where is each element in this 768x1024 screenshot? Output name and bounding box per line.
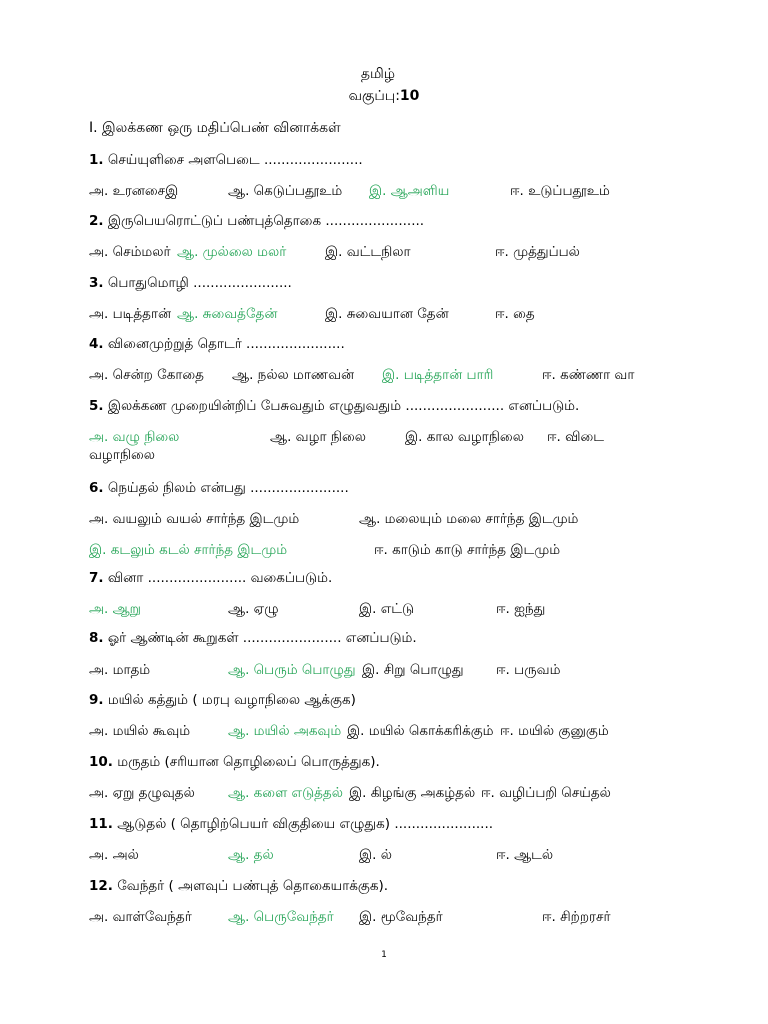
- question-8: [89, 630, 417, 648]
- grade-number: 10: [399, 88, 420, 104]
- question-number: 9.: [89, 692, 104, 708]
- option-9-1: அ. மயில் கூவும்: [89, 723, 191, 739]
- option-9-3: இ. மயில் கொக்கரிக்கும்: [347, 723, 494, 739]
- question-4: [89, 336, 345, 354]
- subject-title: தமிழ்: [360, 66, 396, 82]
- question-7: [89, 570, 332, 588]
- question-5: [89, 398, 579, 416]
- option-5-5: வழாநிலை: [89, 447, 155, 463]
- option-1-1: அ. உரனசைஇ: [89, 183, 179, 199]
- question-text: வினைமுற்றுத் தொடர் .......................: [103, 336, 345, 352]
- option-11-1: அ. அல்: [89, 847, 139, 863]
- question-10: [89, 754, 380, 772]
- question-6: [89, 480, 349, 498]
- option-1-3: இ. ஆஅளிய: [369, 183, 450, 199]
- option-6-1: அ. வயலும் வயல் சார்ந்த இடமும்: [89, 511, 300, 527]
- option-11-2: ஆ. தல்: [228, 847, 274, 863]
- question-text: இருபெயரொட்டுப் பண்புத்தொகை .......................: [103, 213, 425, 229]
- grade-label: வகுப்பு:: [348, 88, 400, 104]
- option-7-3: இ. எட்டு: [359, 601, 415, 617]
- option-4-4: ஈ. கண்ணா வா: [542, 367, 635, 383]
- question-2: [89, 213, 424, 231]
- option-10-1: அ. ஏறு தழுவுதல்: [89, 785, 195, 801]
- option-7-4: ஈ. ஐந்து: [496, 601, 546, 617]
- option-8-4: ஈ. பருவம்: [496, 662, 561, 678]
- option-6-3: இ. கடலும் கடல் சார்ந்த இடமும்: [89, 542, 288, 558]
- question-text: வினா ....................... வகைப்படும்.: [103, 570, 333, 586]
- option-2-4: ஈ. முத்துப்பல்: [495, 244, 580, 260]
- option-12-1: அ. வாள்வேந்தர்: [89, 909, 192, 925]
- option-8-2: ஆ. பெரும் பொழுது: [228, 662, 356, 678]
- question-text: நெய்தல் நிலம் என்பது .......................: [103, 480, 349, 496]
- option-12-2: ஆ. பெருவேந்தர்: [228, 909, 334, 925]
- question-text: மருதம் (சரியான தொழிலைப் பொருத்துக).: [112, 754, 380, 770]
- question-9: [89, 692, 356, 710]
- question-text: ஆடுதல் ( தொழிற்பெயர் விகுதியை எழுதுக) .......................: [112, 816, 494, 832]
- question-12: [89, 878, 388, 896]
- question-number: 2.: [89, 213, 104, 229]
- option-11-4: ஈ. ஆடல்: [496, 847, 554, 863]
- option-3-4: ஈ. தை: [495, 306, 535, 322]
- question-11: [89, 816, 493, 834]
- option-6-4: ஈ. காடும் காடு சார்ந்த இடமும்: [374, 542, 561, 558]
- question-number: 4.: [89, 336, 104, 352]
- question-number: 5.: [89, 398, 104, 414]
- option-8-3: இ. சிறு பொழுது: [362, 662, 464, 678]
- option-1-2: ஆ. கெடுப்பதூஉம்: [228, 183, 343, 199]
- option-3-2: ஆ. சுவைத்தேன்: [177, 306, 278, 322]
- question-number: 3.: [89, 275, 104, 291]
- option-2-1: அ. செம்மலர்: [89, 244, 171, 260]
- option-4-2: ஆ. நல்ல மாணவன்: [232, 367, 355, 383]
- option-10-3: இ. கிழங்கு அகழ்தல்: [349, 785, 476, 801]
- option-11-3: இ. ல்: [359, 847, 392, 863]
- question-text: இலக்கண முறையின்றிப் பேசுவதும் எழுதுவதும் ....................... எனப்படும்.: [103, 398, 580, 414]
- question-number: 12.: [89, 878, 113, 894]
- section-title: I. இலக்கண ஒரு மதிப்பெண் வினாக்கள்: [89, 120, 341, 136]
- question-text: செய்யுளிசை அளபெடை .......................: [103, 152, 363, 168]
- option-12-4: ஈ. சிற்றரசர்: [542, 909, 611, 925]
- question-3: [89, 275, 292, 293]
- option-8-1: அ. மாதம்: [89, 662, 151, 678]
- question-number: 7.: [89, 570, 104, 586]
- question-text: மயில் கத்தும் ( மரபு வழாநிலை ஆக்குக): [103, 692, 356, 708]
- option-12-3: இ. மூவேந்தர்: [359, 909, 443, 925]
- option-4-3: இ. படித்தான் பாரி: [382, 367, 494, 383]
- option-3-3: இ. சுவையான தேன்: [325, 306, 449, 322]
- option-7-1: அ. ஆறு: [89, 601, 141, 617]
- question-number: 10.: [89, 754, 113, 770]
- question-number: 8.: [89, 630, 104, 646]
- question-number: 6.: [89, 480, 104, 496]
- question-number: 11.: [89, 816, 113, 832]
- question-1: [89, 152, 363, 170]
- option-10-2: ஆ. களை எடுத்தல்: [228, 785, 343, 801]
- option-5-2: ஆ. வழா நிலை: [270, 429, 366, 445]
- option-5-4: ஈ. விடை: [547, 429, 604, 445]
- option-4-1: அ. சென்ற கோதை: [89, 367, 204, 383]
- option-10-4: ஈ. வழிப்பறி செய்தல்: [481, 785, 611, 801]
- grade-line: [0, 88, 768, 106]
- option-9-4: ஈ. மயில் குனுகும்: [500, 723, 609, 739]
- question-text: பொதுமொழி .......................: [103, 275, 292, 291]
- question-text: வேந்தர் ( அளவுப் பண்புத் தொகையாக்குக).: [112, 878, 389, 894]
- option-2-3: இ. வட்டநிலா: [325, 244, 411, 260]
- option-9-2: ஆ. மயில் அகவும்: [228, 723, 342, 739]
- option-2-2: ஆ. முல்லை மலர்: [177, 244, 287, 260]
- option-6-2: ஆ. மலையும் மலை சார்ந்த இடமும்: [359, 511, 579, 527]
- page-number: 1: [381, 950, 387, 960]
- option-3-1: அ. படித்தான்: [89, 306, 172, 322]
- option-5-1: அ. வழு நிலை: [89, 429, 180, 445]
- option-1-4: ஈ. உடுப்பதூஉம்: [510, 183, 610, 199]
- question-text: ஓர் ஆண்டின் கூறுகள் ....................... எனப்படும்.: [103, 630, 417, 646]
- question-number: 1.: [89, 152, 104, 168]
- option-7-2: ஆ. ஏழு: [228, 601, 279, 617]
- option-5-3: இ. கால வழாநிலை: [405, 429, 524, 445]
